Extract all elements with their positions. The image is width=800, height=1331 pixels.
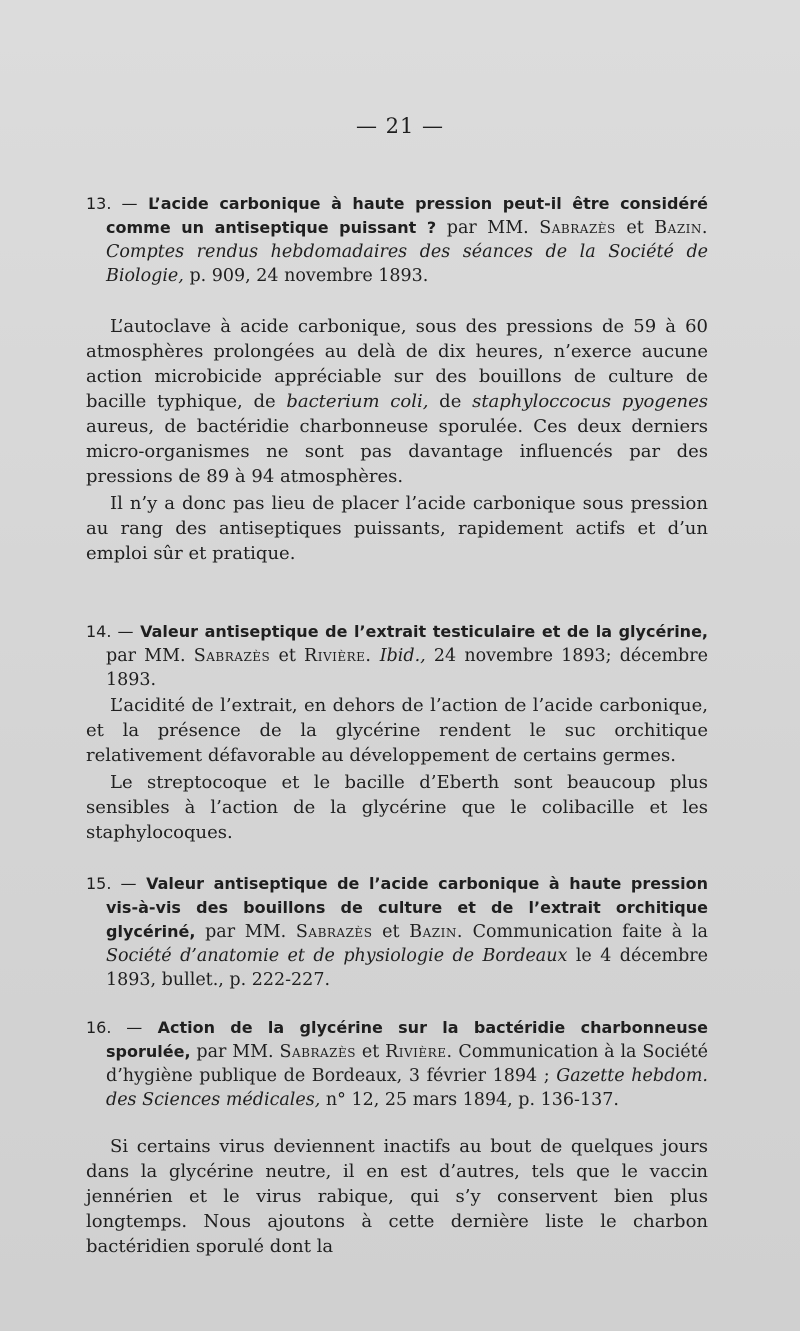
bibliography-entry-13 — [86, 192, 708, 288]
citation-context: Communication à la Société d’hygiène publique de Bordeaux, 3 février 1894 ; — [106, 1042, 708, 1086]
page-number: — 21 — — [355, 114, 445, 138]
author-joiner: et — [278, 646, 296, 666]
authors-prefix: par MM. — [446, 218, 529, 238]
authors-prefix: par MM. — [205, 922, 287, 942]
bibliography-entry-15 — [86, 872, 708, 992]
entry-16-summary — [86, 1134, 708, 1261]
entry-13-citation — [86, 192, 708, 288]
entry-number: 15. — — [86, 874, 137, 893]
paragraph: Le streptocoque et le bacille d’Eberth sont beaucoup plus sensibles à l’action de la glycérine que le colibacille et les staphylocoques. — [86, 772, 708, 843]
entry-title: Valeur antiseptique de l’acide carbonique à haute pression vis-à-vis des bouillons de culture et de l’extrait orchitique glycériné, — [106, 874, 709, 941]
journal-title: Ibid., — [379, 646, 426, 666]
author-name: Rivière. — [385, 1042, 453, 1062]
paragraph: Si certains virus deviennent inactifs au bout de quelques jours dans la glycérine neutre, il en est d’autres, tels que le vaccin jennérien et le virus rabique, qui s’y conservent bien plus longtemps. Nous ajoutons à cette dernière liste le charbon bactéridien sporulé dont la — [86, 1136, 708, 1257]
author-name: Sabrazès — [295, 922, 373, 942]
author-name: Sabrazès — [193, 646, 271, 666]
paragraph: L’acidité de l’extrait, en dehors de l’action de l’acide carbonique, et la présence de la glycérine rendent le suc orchitique relativement défavorable au développement de certains germes. — [86, 695, 708, 766]
citation-details: p. 909, 24 novembre 1893. — [189, 266, 429, 286]
bibliography-entry-14 — [86, 620, 708, 692]
author-joiner: et — [626, 218, 644, 238]
journal-title: Société d’anatomie et de physiologie de Bordeaux — [106, 946, 568, 966]
paragraph: L’autoclave à acide carbonique, sous des pressions de 59 à 60 atmosphères prolongées au delà de dix heures, n’exerce aucune action microbicide appréciable sur des bouillons de culture de bacille typhique, de bacterium coli, de staphyloccocus pyogenes aureus, de bactéridie charbonneuse sporulée. Ces deux derniers micro-organismes ne sont pas davantage influencés par des pressions de 89 à 94 atmosphères. — [86, 316, 708, 487]
authors-prefix: par MM. — [196, 1042, 274, 1062]
author-name: Sabrazès — [539, 218, 616, 238]
entry-title: L’acide carbonique à haute pression peut-il être considéré comme un antiseptique puissant ? — [106, 194, 708, 237]
journal-title: Comptes rendus hebdomadaires des séances de la Société de Biologie, — [106, 242, 708, 286]
author-joiner: et — [361, 1042, 380, 1062]
bibliography-entry-16 — [86, 1016, 708, 1112]
journal-title: Gazette hebdom. des Sciences médicales, — [106, 1066, 708, 1110]
paragraph: Il n’y a donc pas lieu de placer l’acide carbonique sous pression au rang des antiseptiques puissants, rapidement actifs et d’un emploi sûr et pratique. — [86, 493, 708, 564]
author-joiner: et — [382, 922, 400, 942]
author-name: Sabrazès — [279, 1042, 356, 1062]
entry-number: 14. — — [86, 622, 134, 641]
citation-context: Communication faite à la — [472, 922, 708, 942]
authors-prefix: par MM. — [106, 646, 186, 666]
author-name: Bazin. — [654, 218, 708, 238]
citation-details: 24 novembre 1893; décembre 1893. — [106, 646, 708, 690]
entry-number: 13. — — [86, 194, 138, 213]
citation-details: le 4 décembre 1893, bullet., p. 222-227. — [106, 946, 708, 990]
entry-14-citation — [86, 620, 708, 692]
entry-16-citation — [86, 1016, 708, 1112]
author-name: Bazin. — [409, 922, 463, 942]
entry-title: Action de la glycérine sur la bactéridie charbonneuse sporulée, — [106, 1018, 708, 1061]
entry-title: Valeur antiseptique de l’extrait testiculaire et de la glycérine, — [140, 622, 708, 641]
author-name: Rivière. — [304, 646, 372, 666]
entry-number: 16. — — [86, 1018, 143, 1037]
entry-13-summary — [86, 314, 708, 568]
entry-15-citation — [86, 872, 708, 992]
citation-details: n° 12, 25 mars 1894, p. 136-137. — [325, 1090, 619, 1110]
entry-14-summary — [86, 693, 708, 847]
